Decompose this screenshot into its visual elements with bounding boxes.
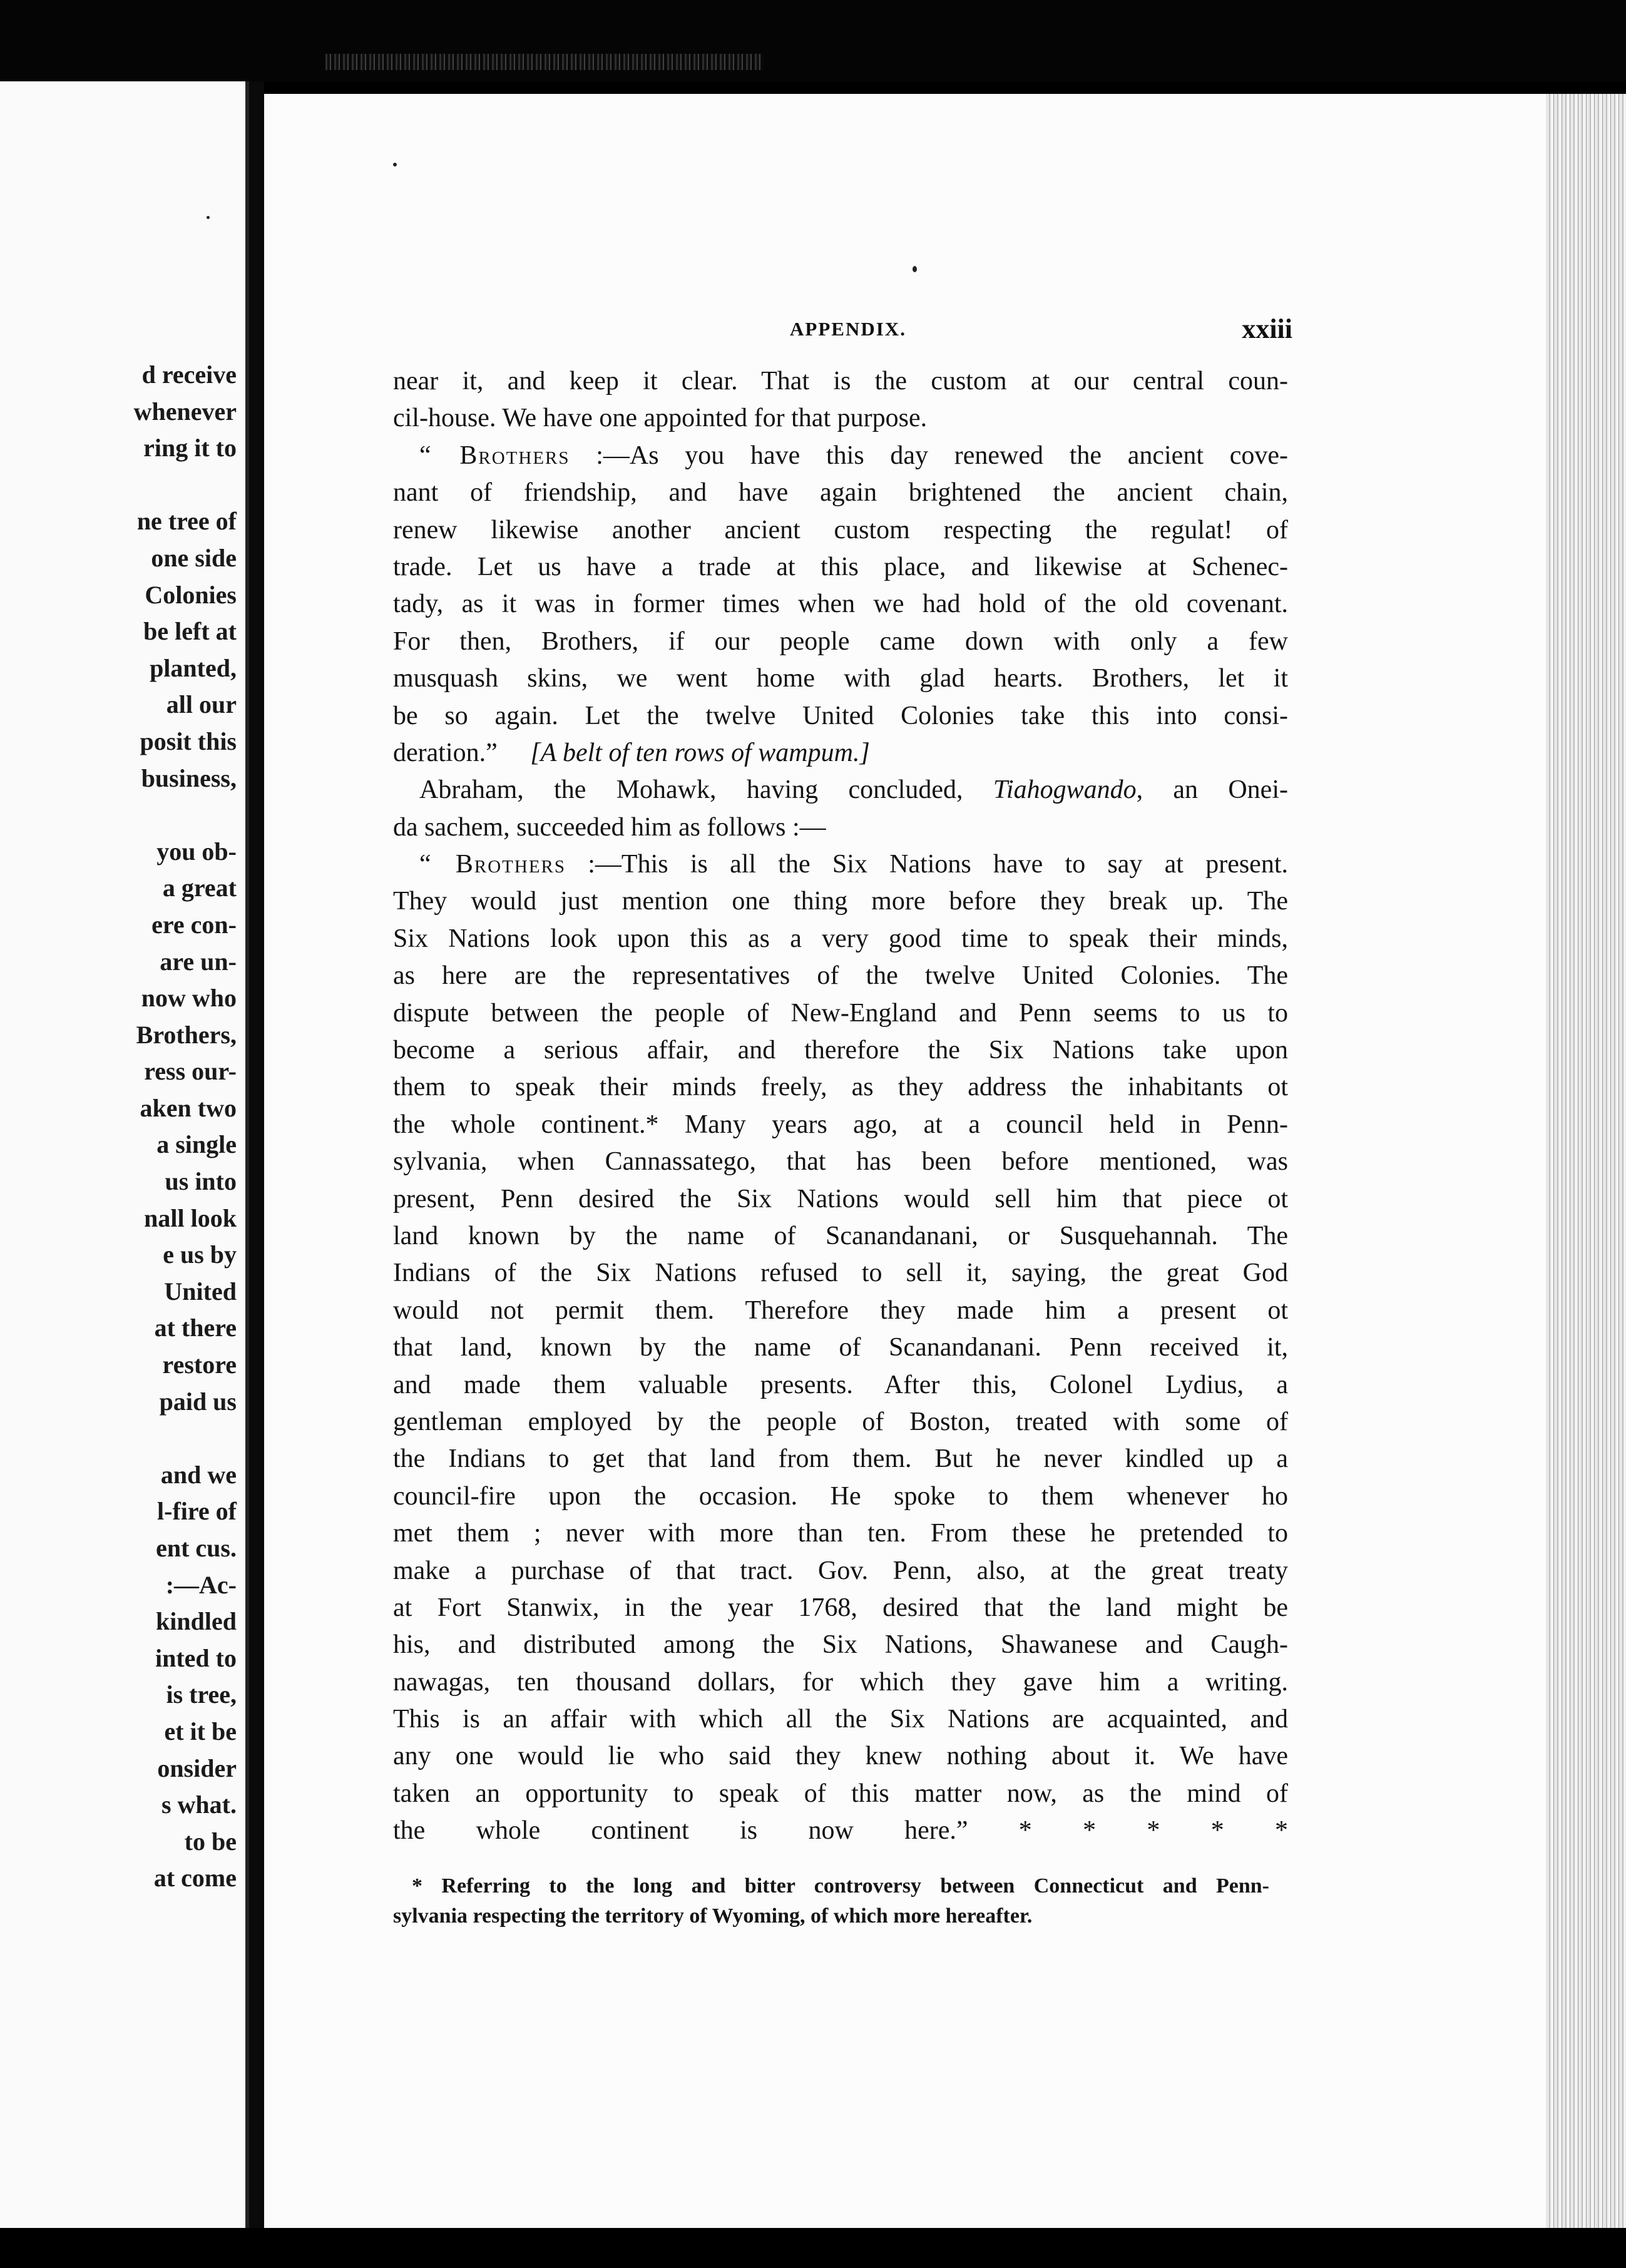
- text-line: da sachem, succeeded him as follows :—: [393, 812, 826, 842]
- left-page-line: ress our-: [144, 1057, 237, 1086]
- left-page-line: paid us: [159, 1387, 237, 1416]
- text-line: gentleman employed by the people of Boston, treated with some of: [393, 1407, 1288, 1436]
- text-line: They would just mention one thing more before they break up. The: [393, 887, 1288, 916]
- text-line: present, Penn desired the Six Nations would sell him that piece ot: [393, 1184, 1288, 1213]
- left-page-line: now who: [141, 984, 237, 1013]
- text-line: council-fire upon the occasion. He spoke to them whenever ho: [393, 1481, 1288, 1511]
- text-line: cil-house. We have one appointed for that purpose.: [393, 404, 928, 433]
- left-page-line: are un-: [160, 947, 237, 976]
- text-line: [393, 735, 1288, 772]
- left-page-line: d receive: [141, 360, 237, 389]
- left-page-line: et it be: [164, 1717, 237, 1745]
- text-line: [393, 772, 1288, 809]
- page-edges: [1546, 94, 1626, 2247]
- text-line: as here are the representatives of the twelve United Colonies. The: [393, 961, 1288, 991]
- left-page-line: one side: [151, 543, 237, 572]
- text-line: that land, known by the name of Scanandanani. Penn received it,: [393, 1333, 1288, 1362]
- page-header: [404, 313, 1292, 350]
- ink-speck: [207, 216, 210, 219]
- left-page-line: Colonies: [145, 580, 237, 609]
- left-page-text: [0, 357, 245, 1897]
- left-page-line: a great: [162, 874, 237, 902]
- text-line: This is an affair with which all the Six Nations are acquainted, and: [393, 1705, 1288, 1734]
- text-line: [393, 437, 1288, 474]
- text-line: the Indians to get that land from them. But he never kindled up a: [393, 1444, 1288, 1474]
- footnote: [393, 1871, 1269, 1931]
- left-page-line: is tree,: [166, 1680, 237, 1709]
- text-line: nawagas, ten thousand dollars, for which they gave him a writing.: [393, 1667, 1288, 1697]
- text-line: dispute between the people of New-England and Penn seems to us to: [393, 998, 1288, 1028]
- left-page-line: you ob-: [156, 837, 237, 866]
- text-line: trade. Let us have a trade at this place, and likewise at Schenec-: [393, 552, 1288, 581]
- text-span: Abraham, the Mohawk, having concluded,: [419, 775, 993, 805]
- text-line: be so again. Let the twelve United Colonies take this into consi-: [393, 701, 1288, 730]
- text-line: tady, as it was in former times when we had hold of the old covenant.: [393, 590, 1288, 619]
- left-page-line: and we: [160, 1460, 237, 1489]
- left-page-line: ne tree of: [136, 507, 237, 536]
- speaker-label: “ Brothers: [419, 441, 570, 470]
- text-line: [393, 846, 1288, 883]
- left-page-line: business,: [141, 764, 237, 792]
- text-span: :—As you have this day renewed the ancient cove-: [570, 441, 1288, 470]
- footnote-line: sylvania respecting the territory of Wyoming, of which more hereafter.: [393, 1904, 1033, 1928]
- text-line: sylvania, when Cannassatego, that has been before mentioned, was: [393, 1147, 1288, 1177]
- speaker-label: “ Brothers: [419, 850, 566, 879]
- page-number: xxiii: [1242, 314, 1292, 344]
- left-page: [0, 81, 249, 2237]
- text-line: would not permit them. Therefore they made him a present ot: [393, 1295, 1288, 1325]
- left-page-line: s what.: [161, 1790, 237, 1819]
- left-page-line: United: [164, 1277, 237, 1305]
- text-line: musquash skins, we went home with glad hearts. Brothers, let it: [393, 664, 1288, 693]
- text-line: and made them valuable presents. After this, Colonel Lydius, a: [393, 1370, 1288, 1399]
- italic-note: [A belt of ten rows of wampum.]: [530, 738, 870, 767]
- left-page-line: ring it to: [143, 434, 237, 462]
- left-page-line: a single: [156, 1130, 237, 1159]
- left-page-line: [0, 797, 245, 834]
- text-span: :—This is all the Six Nations have to say at present.: [566, 850, 1288, 879]
- text-line: Six Nations look upon this as a very good time to speak their minds,: [393, 924, 1288, 953]
- ink-speck: [393, 163, 397, 166]
- book-gutter: [249, 81, 264, 2237]
- text-line: For then, Brothers, if our people came down with only a few: [393, 626, 1288, 656]
- text-line: any one would lie who said they knew nothing about it. We have: [393, 1742, 1288, 1771]
- text-line: them to speak their minds freely, as they address the inhabitants ot: [393, 1073, 1288, 1102]
- left-page-line: us into: [165, 1167, 237, 1196]
- text-line: met them ; never with more than ten. From these he pretended to: [393, 1519, 1288, 1548]
- left-page-line: kindled: [156, 1607, 237, 1636]
- footnote-line: * Referring to the long and bitter controversy between Connecticut and Penn-: [412, 1874, 1269, 1898]
- left-page-line: :—Ac-: [165, 1570, 237, 1599]
- left-page-line: e us by: [163, 1240, 237, 1269]
- running-head: APPENDIX.: [790, 318, 906, 340]
- text-line: renew likewise another ancient custom respecting the regulat! of: [393, 515, 1288, 544]
- left-page-line: ent cus.: [156, 1534, 237, 1562]
- left-page-line: all our: [166, 690, 237, 719]
- text-line: his, and distributed among the Six Nations, Shawanese and Caugh-: [393, 1630, 1288, 1660]
- left-page-line: posit this: [140, 727, 237, 755]
- left-page-line: restore: [162, 1351, 237, 1379]
- left-page-line: [0, 467, 245, 504]
- text-line: taken an opportunity to speak of this matter now, as the mind of: [393, 1779, 1288, 1808]
- left-page-line: aken two: [140, 1093, 237, 1122]
- left-page-line: at come: [153, 1864, 237, 1893]
- left-page-line: l-fire of: [157, 1497, 237, 1526]
- scan-bottom-edge: [0, 2228, 1626, 2268]
- left-page-line: whenever: [133, 397, 237, 426]
- person-name: Tiahogwando: [993, 775, 1137, 805]
- text-line: near it, and keep it clear. That is the custom at our central coun-: [393, 367, 1288, 396]
- text-line: the whole continent.* Many years ago, at a council held in Penn-: [393, 1110, 1288, 1139]
- text-line: land known by the name of Scanandanani, or Susquehannah. The: [393, 1221, 1288, 1250]
- left-page-line: onsider: [157, 1754, 237, 1782]
- left-page-line: [0, 1420, 245, 1457]
- text-span: deration.”: [393, 738, 531, 767]
- body-text: [393, 363, 1288, 1850]
- left-page-line: to be: [184, 1827, 237, 1856]
- scan-top-edge: [0, 0, 1626, 81]
- text-line: become a serious affair, and therefore the Six Nations take upon: [393, 1036, 1288, 1065]
- text-line: Indians of the Six Nations refused to sell it, saying, the great God: [393, 1259, 1288, 1288]
- text-line: nant of friendship, and have again brightened the ancient chain,: [393, 478, 1288, 508]
- left-page-line: be left at: [143, 617, 237, 646]
- left-page-line: ere con-: [151, 910, 237, 939]
- text-line: at Fort Stanwix, in the year 1768, desired that the land might be: [393, 1593, 1288, 1622]
- text-span: , an Onei-: [1136, 775, 1288, 805]
- text-line: the whole continent is now here.” * * * * *: [393, 1816, 1288, 1846]
- left-page-line: planted,: [150, 653, 237, 682]
- left-page-line: at there: [154, 1314, 237, 1342]
- left-page-line: nall look: [144, 1203, 237, 1232]
- ink-speck: [913, 266, 917, 272]
- left-page-line: inted to: [155, 1643, 237, 1672]
- binding-texture: [325, 54, 764, 70]
- left-page-line: Brothers,: [136, 1020, 237, 1049]
- text-line: make a purchase of that tract. Gov. Penn, also, at the great treaty: [393, 1556, 1288, 1585]
